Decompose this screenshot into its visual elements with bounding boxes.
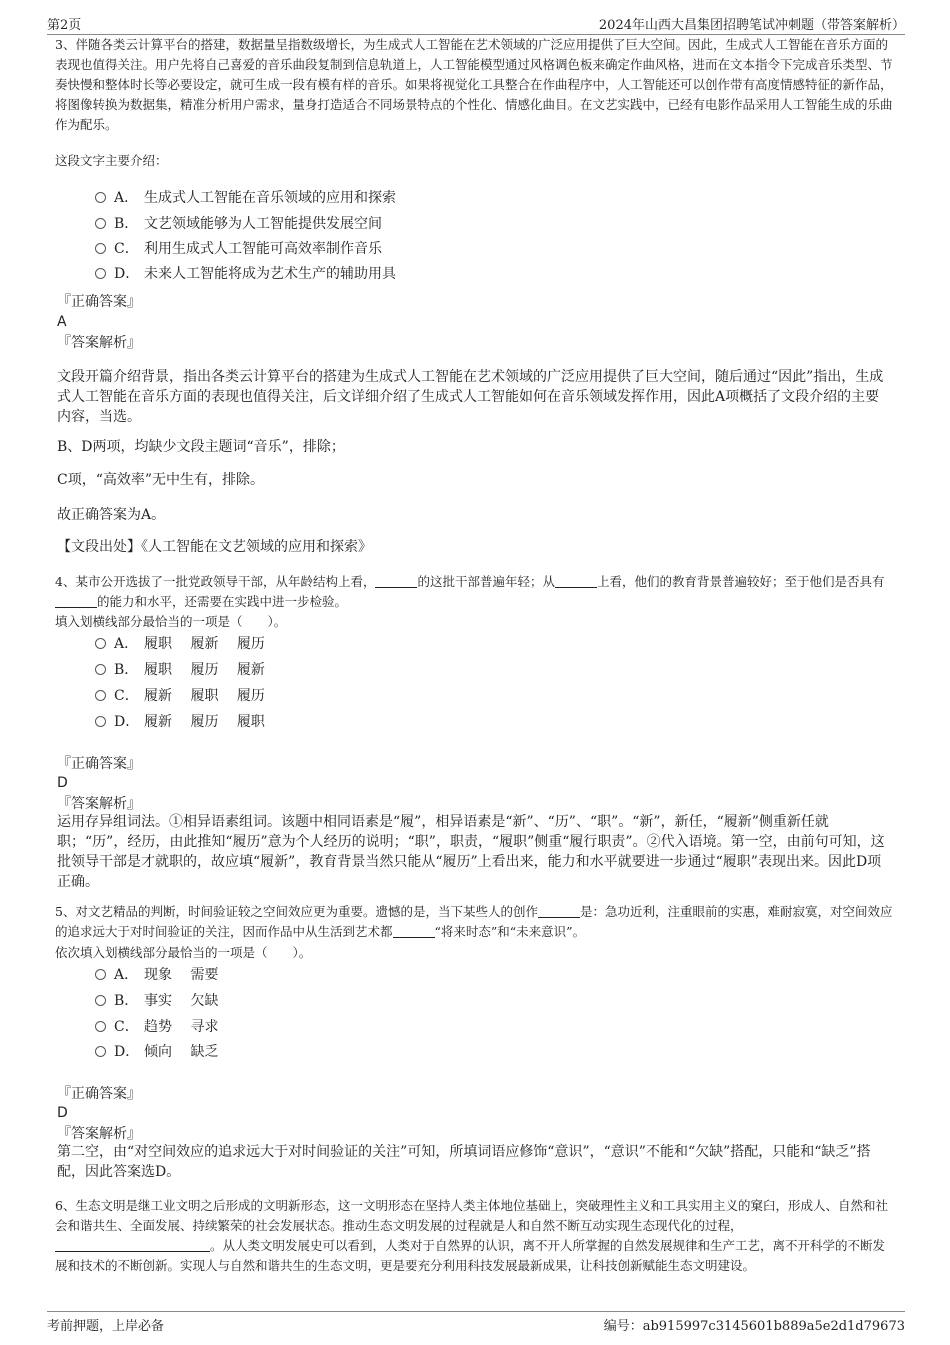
fill-blank: [55, 595, 97, 608]
q3-analysis-1: 文段开篇介绍背景，指出各类云计算平台的搭建为生成式人工智能在艺术领域的广泛应用提供了巨大空间，随后通过“因此”指出，生成式人工智能在音乐方面的表现也值得关注，后文详细介绍了生成式人工智能如何在音乐领域发挥作用，因此A项概括了文段介绍的主要内容，当选。: [57, 369, 884, 425]
q6-stem: 6、生态文明是继工业文明之后形成的文明新形态，这一文明形态在坚持人类主体地位基础上，突破理性主义和工具实用主义的窠臼，形成人、自然和社会和谐共生、全面发展、持续繁荣的社会发展状态。推动生态文明发展的过程就是人和自然不断互动实现生态现代化的过程，。从人类文明发展史可以看到，人类对于自然界的认识，离不开人所掌握的自然发展规律和生产工艺，离不开科学的不断发展和技术的不断创新。实现人与自然和谐共生的生态文明，更是要充分利用科技发展最新成果，让科技创新赋能生态文明建设。: [55, 1198, 888, 1273]
radio-icon[interactable]: [95, 716, 106, 727]
q3-passage: 3、伴随各类云计算平台的搭建，数据量呈指数级增长，为生成式人工智能在艺术领域的广泛应用提供了巨大空间。因此，生成式人工智能在音乐方面的表现也值得关注。用户先将自己喜爱的音乐曲段复制到信息轨道上，人工智能模型通过风格调色板来确定作曲风格，进而在文本指令下完成音乐类型、节奏快慢和整体时长等必要设定，就可生成一段有模有样的音乐。如果将视觉化工具整合在作曲程序中，人工智能还可以创作带有高度情感特征的新作品，将图像转换为数据集，精准分析用户需求，量身打造适合不同场景特点的个性化、情感化曲目。在文艺实践中，已经有电影作品采用人工智能生成的乐曲作为配乐。: [55, 37, 893, 132]
q5-analysis-label: 『答案解析』: [57, 1126, 141, 1142]
q5-instruction: 依次填入划横线部分最恰当的一项是（ ）。: [55, 945, 312, 960]
q4-analysis-label: 『答案解析』: [57, 796, 141, 812]
document-id: 编号：ab915997c3145601b889a5e2d1d79673: [603, 1319, 905, 1334]
q3-analysis-2: B、D两项，均缺少文段主题词“音乐”，排除；: [57, 439, 345, 455]
page-footer: [47, 1311, 905, 1334]
q5-answer: D: [57, 1105, 68, 1121]
fill-blank: [538, 905, 580, 918]
page-number: 第2页: [47, 18, 82, 33]
fill-blank: [375, 575, 417, 588]
page-header: [47, 14, 905, 35]
q3-answer-label: 『正确答案』: [57, 294, 141, 310]
q4-answer: D: [57, 775, 68, 791]
radio-icon[interactable]: [95, 1046, 106, 1057]
radio-icon[interactable]: [95, 638, 106, 649]
document-title: 2024年山西大昌集团招聘笔试冲刺题（带答案解析）: [598, 18, 905, 33]
q4-analysis: 运用存异组词法。①相异语素组词。该题中相同语素是“履”，相异语素是“新”、“历”、“职”。“新”，新任，“履新”侧重新任就职；“历”，经历，由此推知“履历”意为个人经历的说明；“职”，职责，“履职”侧重“履行职责”。②代入语境。第一空，由前句可知，这批领导干部是才就职的，故应填“履新”，教育背景当然只能从“履历”上看出来，能力和水平就要进一步通过“履职”表现出来。因此D项正确。: [57, 814, 885, 890]
footer-slogan: 考前押题，上岸必备: [47, 1319, 165, 1334]
q3-answer: A: [57, 314, 67, 330]
fill-blank: [393, 925, 435, 938]
q4-option-d[interactable]: D． 履新 履历 履职: [95, 712, 265, 732]
q5-analysis: 第二空，由“对空间效应的追求远大于对时间验证的关注”可知，所填词语应修饰“意识”，“意识”不能和“欠缺”搭配，只能和“缺乏”搭配，因此答案选D。: [57, 1144, 871, 1180]
q5-stem: 5、对文艺精品的判断，时间验证较之空间效应更为重要。遗憾的是，当下某些人的创作 是：急功近利，注重眼前的实惠，难耐寂寞，对空间效应的追求远大于对时间验证的关注，因而作品中从生活到艺术都 “将来时态”和“未来意识”。: [55, 904, 893, 939]
radio-icon[interactable]: [95, 995, 106, 1006]
radio-icon[interactable]: [95, 1021, 106, 1032]
q5-option-c[interactable]: C． 趋势 寻求: [95, 1017, 218, 1037]
q4-instruction: 填入划横线部分最恰当的一项是（ ）。: [55, 614, 287, 629]
radio-icon[interactable]: [95, 969, 106, 980]
q3-option-a[interactable]: A． 生成式人工智能在音乐领域的应用和探索: [95, 188, 396, 208]
fill-blank: [55, 1239, 210, 1252]
radio-icon[interactable]: [95, 192, 106, 203]
q3-analysis-3: C项，“高效率”无中生有，排除。: [57, 472, 265, 488]
q3-source: 【文段出处】《人工智能在文艺领域的应用和探索》: [57, 539, 372, 555]
q5-option-a[interactable]: A． 现象 需要: [95, 965, 218, 985]
q5-answer-label: 『正确答案』: [57, 1086, 141, 1102]
q4-answer-label: 『正确答案』: [57, 756, 141, 772]
q3-stem: 这段文字主要介绍：: [55, 153, 168, 168]
q4-stem: 4、某市公开选拔了一批党政领导干部，从年龄结构上看， 的这批干部普遍年轻；从 上看，他们的教育背景普遍较好；至于他们是否具有的能力和水平，还需要在实践中进一步检验。: [55, 574, 885, 609]
radio-icon[interactable]: [95, 690, 106, 701]
q4-option-a[interactable]: A． 履职 履新 履历: [95, 634, 265, 654]
q3-option-d[interactable]: D． 未来人工智能将成为艺术生产的辅助用具: [95, 264, 396, 284]
q3-analysis-label: 『答案解析』: [57, 335, 141, 351]
q5-option-d[interactable]: D． 倾向 缺乏: [95, 1042, 218, 1062]
fill-blank: [555, 575, 597, 588]
q3-option-b[interactable]: B． 文艺领域能够为人工智能提供发展空间: [95, 214, 382, 234]
radio-icon[interactable]: [95, 243, 106, 254]
q5-option-b[interactable]: B． 事实 欠缺: [95, 991, 218, 1011]
radio-icon[interactable]: [95, 664, 106, 675]
radio-icon[interactable]: [95, 268, 106, 279]
q4-option-b[interactable]: B． 履职 履历 履新: [95, 660, 265, 680]
q3-option-c[interactable]: C． 利用生成式人工智能可高效率制作音乐: [95, 239, 382, 259]
q4-option-c[interactable]: C． 履新 履职 履历: [95, 686, 265, 706]
q3-analysis-4: 故正确答案为A。: [57, 507, 166, 523]
radio-icon[interactable]: [95, 218, 106, 229]
